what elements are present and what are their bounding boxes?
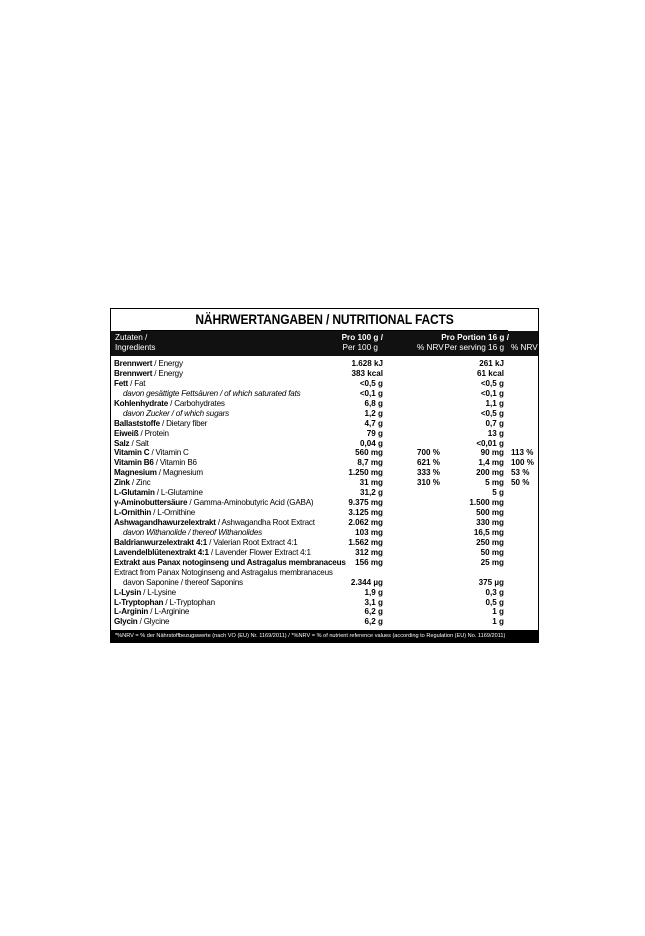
- nrv-per-100g: 621 %: [417, 458, 440, 468]
- value-per-100g: 4,7 g: [364, 418, 383, 428]
- value-per-100g: 383 kcal: [351, 368, 383, 378]
- nutrient-name: [114, 528, 262, 538]
- nutrient-name-de: Lavendelblütenextrakt 4:1: [114, 547, 209, 557]
- nutrient-name: [114, 409, 229, 419]
- nutrition-facts-label: [110, 308, 539, 643]
- nutrient-name: [114, 588, 176, 598]
- header-per100-en: Per 100 g: [342, 343, 378, 352]
- nutrient-name: [114, 548, 311, 558]
- table-row: [111, 478, 538, 488]
- nutrient-name: [114, 568, 333, 578]
- nutrient-name-en: Glycine: [143, 617, 170, 627]
- nutrient-sub-label: davon Saponine / thereof Saponins: [123, 577, 243, 587]
- table-row: [111, 518, 538, 528]
- nrv-per-portion: 113 %: [511, 448, 534, 458]
- nutrient-translation: Extract from Panax Notoginseng and Astragalus membranaceus: [114, 567, 333, 577]
- nutrient-name-de: Glycin: [114, 617, 138, 627]
- table-row: [111, 578, 538, 588]
- nutrient-name: [114, 379, 145, 389]
- table-body: [111, 356, 538, 630]
- table-row: [111, 498, 538, 508]
- nutrient-name-de: L-Glutamin: [114, 488, 155, 498]
- nutrient-name-en: Energy: [158, 368, 183, 378]
- header-ingredients-de: Zutaten /: [115, 333, 148, 342]
- table-header: [111, 331, 538, 356]
- nutrient-name-en: Salt: [135, 438, 149, 448]
- nutrient-name-en: L-Glutamine: [160, 488, 203, 498]
- nutrient-name: [114, 429, 169, 439]
- nutrient-name-en: L-Ornithine: [157, 508, 196, 518]
- value-per-100g: 6,8 g: [364, 398, 383, 408]
- nutrient-name-de: γ-Aminobuttersäure: [114, 498, 188, 508]
- nutrient-name-de: Eiweiß: [114, 428, 139, 438]
- table-row: [111, 617, 538, 627]
- name-separator: /: [138, 428, 145, 438]
- value-per-100g: 1.250 mg: [348, 468, 383, 478]
- name-separator: /: [129, 478, 136, 488]
- nutrient-name-en: Ashwagandha Root Extract: [221, 518, 315, 527]
- name-separator: /: [159, 418, 167, 428]
- nutrient-name-de: L-Lysin: [114, 587, 142, 597]
- value-per-100g: 156 mg: [355, 557, 383, 567]
- table-row: [111, 607, 538, 617]
- nutrient-name: [114, 538, 298, 548]
- table-row: [111, 588, 538, 598]
- nutrient-name-en: Lavender Flower Extract 4:1: [215, 547, 311, 557]
- nutrient-name: [114, 369, 183, 379]
- name-separator: /: [215, 518, 222, 527]
- nrv-per-portion: 53 %: [511, 468, 530, 478]
- nutrient-name: [114, 468, 203, 478]
- nutrient-name-de: Vitamin C: [114, 448, 150, 458]
- nutrient-name: [114, 389, 300, 399]
- nutrient-name-en: L-Lysine: [147, 587, 176, 597]
- value-per-portion: <0,5 g: [480, 378, 504, 388]
- nutrient-name: [114, 607, 189, 617]
- nutrient-name-de: L-Tryptophan: [114, 597, 164, 607]
- nutrient-name: [114, 488, 203, 498]
- nutrient-name: [114, 518, 315, 528]
- nutrient-name-en: Vitamin B6: [159, 458, 197, 468]
- value-per-100g: 1,2 g: [364, 408, 383, 418]
- name-separator: /: [153, 458, 160, 468]
- nutrient-name-en: Protein: [144, 428, 169, 438]
- value-per-portion: <0,01 g: [476, 438, 504, 448]
- nrv-per-100g: 333 %: [417, 468, 440, 478]
- header-ingredients-en: Ingredients: [115, 343, 156, 352]
- nutrient-name-en: Valerian Root Extract 4:1: [213, 537, 298, 547]
- table-row: [111, 429, 538, 439]
- nutrient-name: [114, 598, 215, 608]
- value-per-100g: <0,5 g: [359, 378, 383, 388]
- table-row: [111, 468, 538, 478]
- value-per-portion: 25 mg: [480, 557, 504, 567]
- nutrient-name: [114, 458, 197, 468]
- header-portion-de: Pro Portion 16 g /: [441, 333, 509, 342]
- table-row: [111, 538, 538, 548]
- value-per-portion: 1,4 mg: [478, 458, 504, 468]
- name-separator: /: [128, 378, 135, 388]
- table-row: [111, 379, 538, 389]
- table-row: [111, 389, 538, 399]
- value-per-100g: 103 mg: [355, 527, 383, 537]
- nrv-per-portion: 100 %: [511, 458, 534, 468]
- nrv-per-100g: 310 %: [417, 478, 440, 488]
- nutrient-name-en: L-Tryptophan: [169, 597, 215, 607]
- value-per-100g: 2.062 mg: [348, 518, 383, 527]
- value-per-100g: <0,1 g: [359, 388, 383, 398]
- table-row: [111, 448, 538, 458]
- name-separator: /: [129, 438, 136, 448]
- nutrient-name-de: Vitamin B6: [114, 458, 154, 468]
- footnote: *%NRV = % der Nährstoffbezugswerte (nach VO (EU) Nr. 1169/2011) / *%NRV = % of nutrient reference values (according to Regulation (EU) No. 1169/2011): [111, 630, 538, 642]
- value-per-100g: 3,1 g: [364, 597, 383, 607]
- value-per-portion: 0,3 g: [485, 587, 504, 597]
- nutrient-name: [114, 617, 169, 627]
- value-per-portion: 200 mg: [476, 468, 504, 478]
- name-separator: /: [207, 537, 214, 547]
- nutrient-name-de: Extrakt aus Panax notoginseng und Astragalus membranaceus: [114, 557, 346, 567]
- nutrient-name: [114, 578, 243, 588]
- table-row: [111, 359, 538, 369]
- nutrient-name-en: Dietary fiber: [166, 418, 208, 428]
- table-title: NÄHRWERTANGABEN / NUTRITIONAL FACTS: [141, 309, 508, 331]
- nutrient-name-de: Brennwert: [114, 368, 153, 378]
- value-per-100g: 9.375 mg: [348, 498, 383, 508]
- nutrient-name: [114, 498, 313, 508]
- nutrient-name-en: Vitamin C: [155, 448, 189, 458]
- table-row: [111, 439, 538, 449]
- value-per-portion: 90 mg: [480, 448, 504, 458]
- table-row: [111, 409, 538, 419]
- header-portion-en: Per serving 16 g: [444, 343, 504, 352]
- value-per-portion: 1 g: [492, 617, 504, 627]
- value-per-100g: 8,7 mg: [357, 458, 383, 468]
- nutrient-sub-label: davon Zucker / of which sugars: [123, 408, 230, 418]
- table-row: [111, 568, 538, 578]
- header-per100-de: Pro 100 g /: [341, 333, 383, 342]
- nutrient-name-de: Brennwert: [114, 359, 153, 368]
- value-per-portion: 330 mg: [476, 518, 504, 527]
- nutrient-name-de: Salz: [114, 438, 130, 448]
- nutrient-name: [114, 558, 346, 568]
- nrv-per-portion: 50 %: [511, 478, 530, 488]
- name-separator: /: [151, 508, 158, 518]
- nutrient-name: [114, 419, 207, 429]
- value-per-100g: 2.344 µg: [350, 577, 383, 587]
- name-separator: /: [163, 597, 170, 607]
- value-per-portion: <0,1 g: [480, 388, 504, 398]
- value-per-100g: 6,2 g: [364, 607, 383, 617]
- nutrient-name: [114, 448, 189, 458]
- nrv-per-100g: 700 %: [417, 448, 440, 458]
- nutrient-name-de: Baldrianwurzelextrakt 4:1: [114, 537, 208, 547]
- value-per-portion: 375 µg: [478, 577, 504, 587]
- nutrient-name: [114, 478, 151, 488]
- table-row: [111, 558, 538, 568]
- nutrient-name-en: Fat: [134, 378, 146, 388]
- value-per-100g: 31 mg: [359, 478, 383, 488]
- nutrient-name: [114, 359, 183, 369]
- name-separator: /: [154, 488, 161, 498]
- nutrient-name-en: Zinc: [136, 478, 151, 488]
- nutrient-name-de: L-Arginin: [114, 607, 149, 617]
- nutrient-name-en: L-Arginine: [154, 607, 190, 617]
- value-per-portion: 250 mg: [476, 537, 504, 547]
- table-row: [111, 598, 538, 608]
- name-separator: /: [208, 547, 216, 557]
- name-separator: /: [149, 448, 156, 458]
- table-row: [111, 528, 538, 538]
- nutrient-name-de: Zink: [114, 478, 130, 488]
- value-per-100g: 79 g: [366, 428, 383, 438]
- nutrient-name-en: Carbohydrates: [174, 398, 225, 408]
- value-per-100g: 3.125 mg: [348, 508, 383, 518]
- value-per-100g: 1.628 kJ: [351, 359, 383, 368]
- name-separator: /: [187, 498, 194, 508]
- value-per-portion: 50 mg: [480, 547, 504, 557]
- name-separator: /: [168, 398, 175, 408]
- header-nrv-100: % NRV: [417, 343, 444, 352]
- value-per-100g: 312 mg: [355, 547, 383, 557]
- name-separator: /: [141, 587, 148, 597]
- value-per-portion: 0,5 g: [485, 597, 504, 607]
- table-row: [111, 508, 538, 518]
- value-per-portion: 13 g: [487, 428, 504, 438]
- nutrient-name-en: Gamma-Aminobutyric Acid (GABA): [193, 498, 314, 508]
- nutrient-sub-label: davon gesättigte Fettsäuren / of which saturated fats: [123, 388, 301, 398]
- nutrient-name: [114, 399, 225, 409]
- nutrient-name-en: Magnesium: [162, 468, 203, 478]
- nutrient-name-de: Ballaststoffe: [114, 418, 160, 428]
- value-per-portion: 261 kJ: [479, 359, 504, 368]
- header-nrv-portion: % NRV: [511, 343, 538, 352]
- nutrient-name-en: Energy: [158, 359, 183, 368]
- value-per-portion: 1.500 mg: [469, 498, 504, 508]
- name-separator: /: [148, 607, 155, 617]
- value-per-portion: <0,5 g: [480, 408, 504, 418]
- name-separator: /: [152, 368, 159, 378]
- value-per-100g: 1,9 g: [364, 587, 383, 597]
- nutrient-name-de: Fett: [114, 378, 129, 388]
- name-separator: /: [152, 359, 159, 368]
- nutrient-sub-label: davon Withanolide / thereof Withanolides: [123, 527, 262, 537]
- value-per-portion: 1 g: [492, 607, 504, 617]
- value-per-portion: 5 g: [492, 488, 504, 498]
- value-per-100g: 560 mg: [355, 448, 383, 458]
- table-row: [111, 548, 538, 558]
- value-per-100g: 1.562 mg: [348, 537, 383, 547]
- table-row: [111, 458, 538, 468]
- value-per-portion: 16,5 mg: [473, 527, 504, 537]
- value-per-100g: 6,2 g: [364, 617, 383, 627]
- name-separator: /: [137, 617, 144, 627]
- value-per-portion: 0,7 g: [485, 418, 504, 428]
- nutrient-name-de: L-Ornithin: [114, 508, 152, 518]
- nutrient-name: [114, 508, 195, 518]
- value-per-portion: 500 mg: [476, 508, 504, 518]
- table-row: [111, 369, 538, 379]
- value-per-portion: 1,1 g: [485, 398, 504, 408]
- value-per-100g: 31,2 g: [360, 488, 383, 498]
- value-per-portion: 61 kcal: [476, 368, 504, 378]
- value-per-portion: 5 mg: [485, 478, 504, 488]
- nutrient-name: [114, 439, 149, 449]
- nutrient-name-de: Kohlenhydrate: [114, 398, 169, 408]
- value-per-100g: 0,04 g: [360, 438, 383, 448]
- name-separator: /: [156, 468, 163, 478]
- nutrient-name-de: Ashwagandhawurzelextrakt: [114, 518, 216, 527]
- table-row: [111, 399, 538, 409]
- nutrient-name-de: Magnesium: [114, 468, 157, 478]
- table-row: [111, 488, 538, 498]
- table-row: [111, 419, 538, 429]
